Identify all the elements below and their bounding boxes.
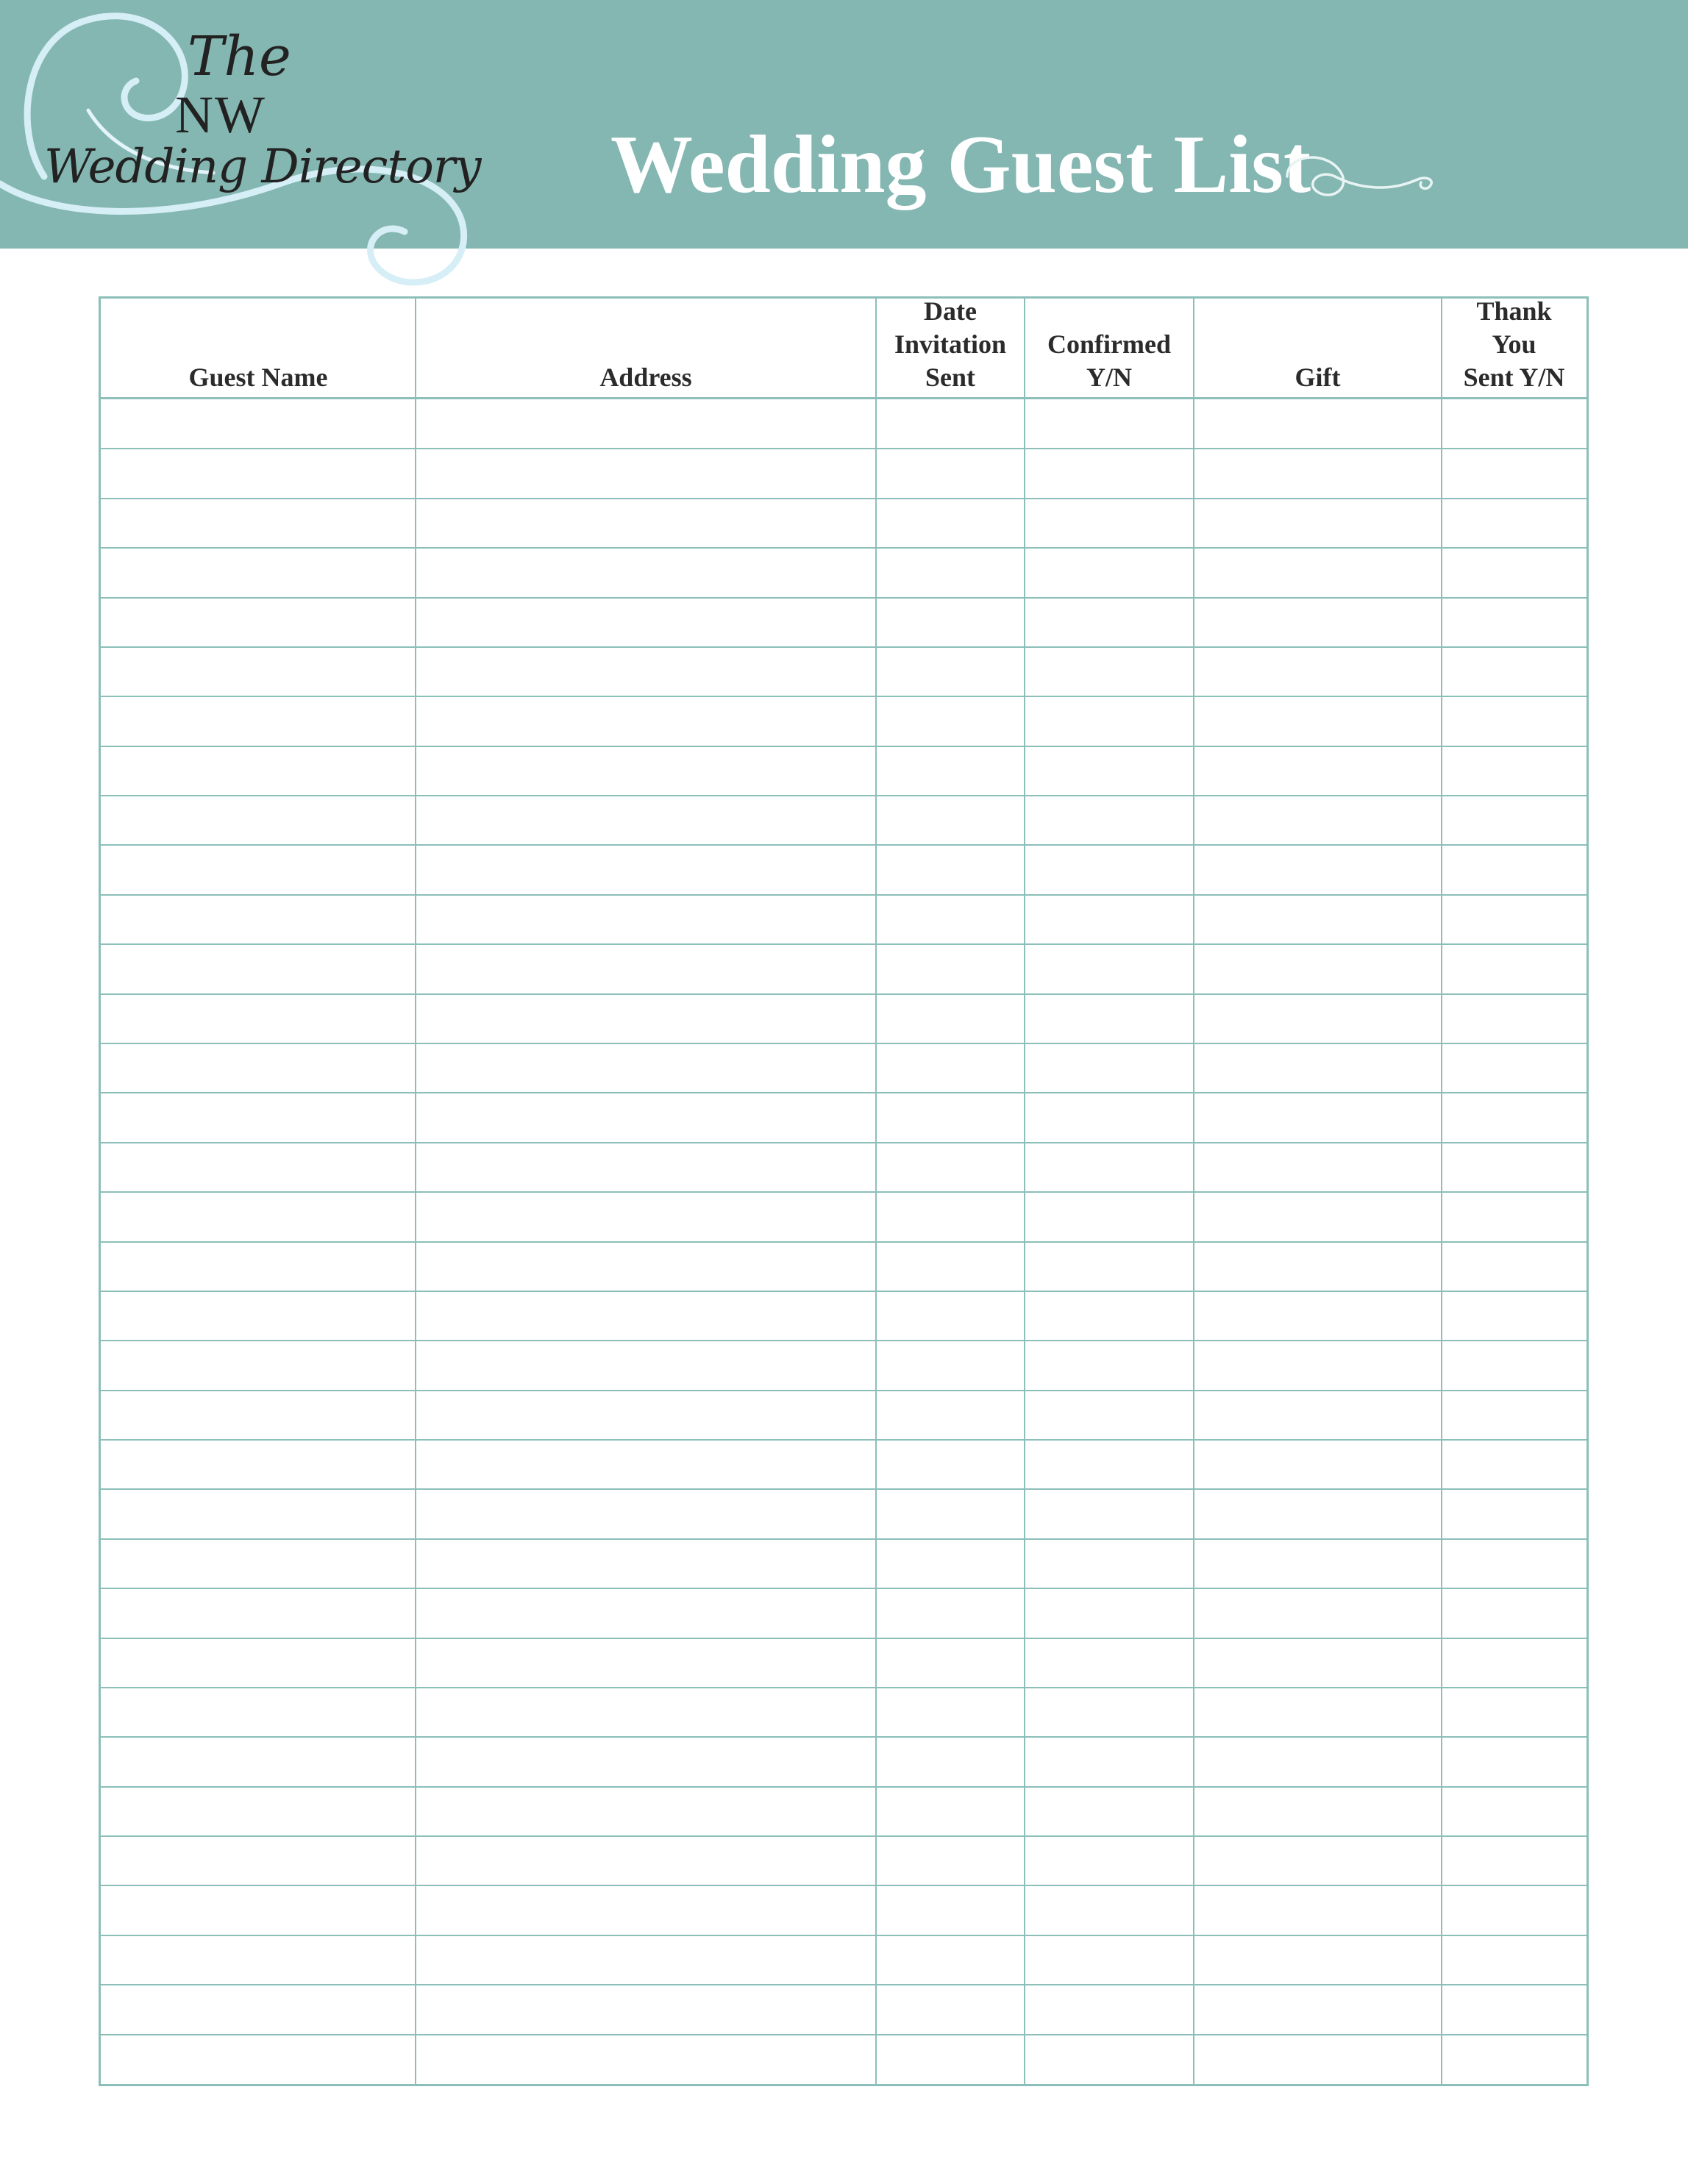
flourish-icon [1280,140,1442,213]
table-row [101,1885,1586,1886]
table-row [101,597,1586,599]
table-row [101,1538,1586,1540]
table-row [101,1191,1586,1193]
table-row [101,1638,1586,1639]
table-row [101,498,1586,499]
table-row [101,1291,1586,1292]
table-row [101,844,1586,846]
table-row [101,1439,1586,1441]
table-row [101,2034,1586,2035]
table-row [101,1736,1586,1738]
column-header-gift: Gift [1295,363,1341,392]
table-row [101,746,1586,747]
table-row [101,1340,1586,1341]
table-row [101,993,1586,995]
column-header-date-invitation-sent: Date Invitation Sent [894,296,1007,392]
table-row [101,795,1586,796]
table-row [101,1241,1586,1243]
table-row [101,1935,1586,1936]
table-row [101,1488,1586,1490]
guest-list-table [99,296,1589,2086]
table-row [101,894,1586,896]
company-logo [44,25,481,221]
table-row [101,1984,1586,1985]
table-row [101,1786,1586,1788]
column-header-guest-name: Guest Name [188,363,328,392]
table-row [101,646,1586,648]
table-row [101,448,1586,449]
table-row [101,1142,1586,1143]
logo-text-the: The [188,25,291,88]
logo-text-nw: NW [175,85,266,144]
page-title: Wedding Guest List [610,119,1311,210]
table-row [101,943,1586,945]
column-header-thank-you-sent: Thank You Sent Y/N [1463,296,1565,392]
table-row [101,1043,1586,1044]
logo-text-wedding-directory: Wedding Directory [44,140,481,194]
table-row [101,1588,1586,1589]
table-row [101,1835,1586,1837]
table-row [101,1687,1586,1688]
table-row [101,547,1586,549]
table-row [101,696,1586,697]
column-header-address: Address [599,363,692,392]
table-row [101,1390,1586,1391]
table-row [101,1092,1586,1093]
table-header-row [101,296,1586,399]
column-header-confirmed: Confirmed Y/N [1047,329,1171,392]
